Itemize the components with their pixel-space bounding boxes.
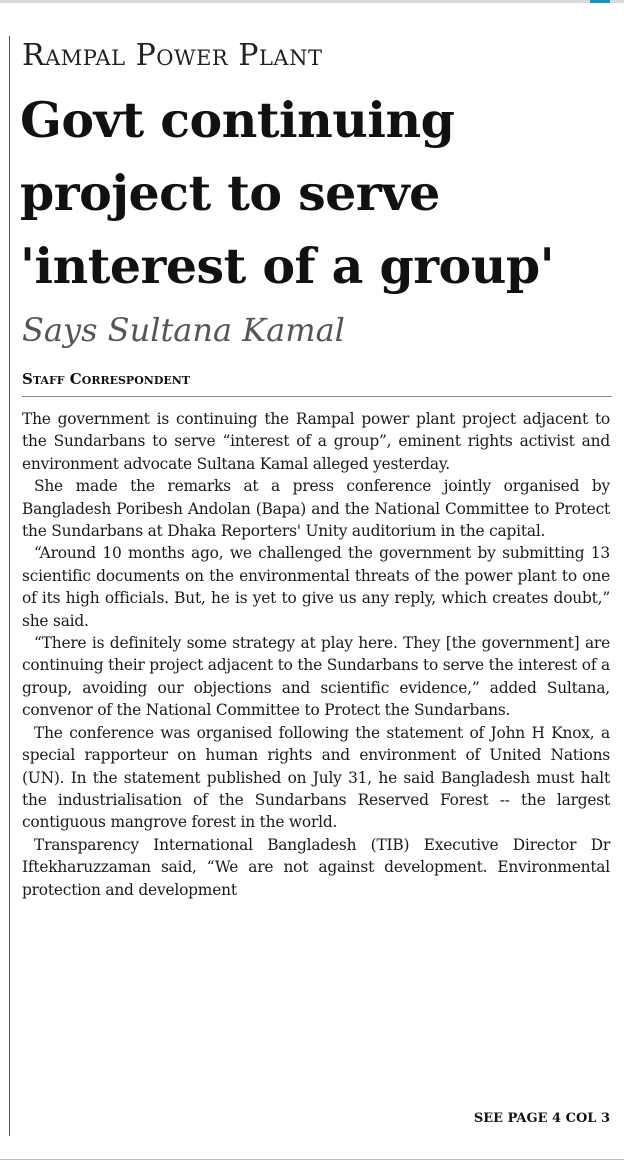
kicker-label: Rampal Power Plant — [22, 38, 323, 73]
article-paragraph: The government is continuing the Rampal power plant project adjacent to the Sundarbans to serve “interest of a group”, eminent rights activist and environment advocate Sultana Kamal alleged yesterday. — [22, 410, 610, 473]
top-accent-bar — [590, 0, 610, 3]
subheadline: Says Sultana Kamal — [22, 311, 345, 349]
byline-divider — [22, 396, 612, 397]
article-paragraph: She made the remarks at a press conference jointly organised by Bangladesh Poribesh Andolan (Bapa) and the National Committee to Protect the Sundarbans at Dhaka Reporters' Unity auditorium in the capital. — [22, 477, 610, 541]
article-paragraph: The conference was organised following the statement of John H Knox, a special rapporteur on human rights and environment of United Nations (UN). In the statement published on July 31, he said Bangladesh must halt the industrialisation of the Sundarbans Reserved Forest -- the largest contiguous mangrove forest in the world. — [22, 723, 610, 832]
column-rule — [9, 36, 10, 1136]
bottom-border-rule — [0, 1159, 624, 1160]
headline-line: 'interest of a group' — [20, 237, 555, 295]
headline-line: project to serve — [20, 164, 440, 222]
headline-line: Govt continuing — [20, 91, 455, 149]
article-paragraph: “Around 10 months ago, we challenged the government by submitting 13 scientific documents on the environmental threats of the power plant to one of its high officials. But, he is yet to give us any reply, which creates doubt,” she said. — [22, 544, 610, 630]
article-paragraph: “There is definitely some strategy at play here. They [the government] are continuing their project adjacent to the Sundarbans to serve the interest of a group, avoiding our objections and scientific evidence,” added Sultana, convenor of the National Committee to Protect the Sundarbans. — [22, 634, 610, 720]
article-body — [22, 408, 610, 901]
top-border-rule — [0, 0, 624, 3]
headline — [20, 84, 620, 303]
continuation-jump-line: SEE PAGE 4 COL 3 — [473, 1111, 610, 1126]
article-paragraph: Transparency International Bangladesh (TIB) Executive Director Dr Iftekharuzzaman said, “We are not against development. Environmental protection and development — [22, 835, 610, 899]
byline: Staff Correspondent — [22, 370, 190, 388]
